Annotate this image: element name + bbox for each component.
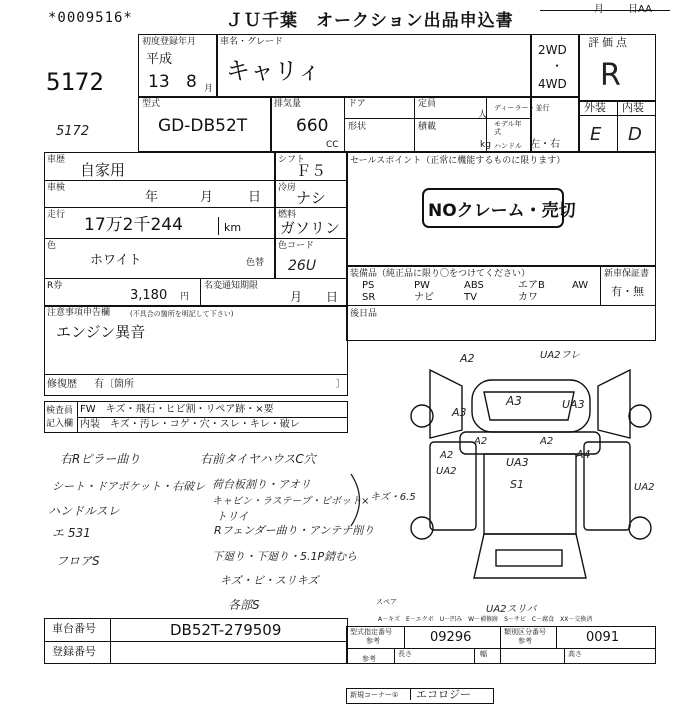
repair-value: 有〔箇所 (94, 379, 134, 390)
dealer-label: ディーラー・並行 (494, 104, 550, 112)
chassis-value: DB52T-279509 (170, 621, 282, 639)
mark-s1-bed: S1 (510, 478, 524, 491)
ac-value: ナシ (296, 189, 326, 207)
drive-sep: ・ (551, 59, 564, 73)
repair-close: 〕 (336, 379, 346, 390)
interior-label: 内装 (622, 101, 644, 114)
equipment-item: カワ (518, 292, 538, 303)
sales-point-label: セールスポイント（正常に機能するものに限ります） (350, 156, 566, 166)
first-reg-label: 初度登録年月 (142, 37, 197, 47)
inspection-month: 月 (200, 190, 214, 205)
type-cert-value: 09296 (430, 630, 472, 645)
hw-note-8: トリイ (216, 510, 249, 523)
hw-note-13: 各部S (228, 598, 260, 612)
equipment-item: PS (362, 280, 375, 291)
dim-length-label: 長さ (398, 650, 412, 658)
chassis-label: 車台番号 (52, 622, 96, 635)
repaint-label: 色替 (246, 258, 265, 268)
model-value: GD-DB52T (158, 116, 248, 136)
inspector-label-2: 記入欄 (46, 419, 74, 429)
interior-value: D (628, 124, 642, 145)
color-value: ホワイト (90, 253, 142, 268)
shift-value: Ｆ５ (296, 162, 327, 180)
class-num-value: 0091 (586, 630, 620, 645)
mark-ua2-right: UA2 (634, 482, 655, 493)
name-change-label: 名変通知期限 (204, 281, 259, 291)
rear-seat-label: 後日品 (350, 309, 378, 319)
hw-note-2: 右前タイヤハウスC穴 (200, 452, 316, 466)
drive-2wd: 2WD (538, 43, 567, 57)
date-month-label: 月 (594, 4, 604, 15)
first-reg-era: 平成 (146, 52, 173, 67)
inspection-label: 車検 (47, 183, 66, 193)
equipment-item: TV (464, 292, 477, 303)
car-name-value: キャリィ (226, 57, 322, 85)
handwritten-ref: 5172 (56, 124, 90, 139)
equipment-item: エアB (518, 280, 545, 291)
load-label: 積載 (418, 122, 437, 132)
color-code-value: 26U (288, 258, 317, 274)
shape-label: 形状 (348, 122, 367, 132)
capacity-label: 定員 (418, 99, 437, 109)
car-name-label: 車名・グレード (220, 37, 284, 47)
mark-a4-right: A4 (576, 448, 591, 461)
inspector-label-1: 検査員 (46, 406, 74, 416)
handle-value: 左・右 (530, 139, 560, 150)
notes-label: 注意事項申告欄 (47, 308, 111, 318)
first-reg-year: 13 (148, 72, 170, 92)
first-reg-month: 8 (186, 72, 197, 92)
hw-note-3: シート・ドアポケット・右破レ (52, 480, 206, 493)
hw-note-5: ハンドルスレ (48, 504, 120, 518)
color-label: 色 (47, 241, 57, 251)
equipment-item: AW (572, 280, 589, 291)
equipment-label: 装備品（純正品に限り〇をつけてください） (350, 269, 531, 279)
mark-a2-top: A2 (460, 352, 475, 365)
equipment-item: ナビ (414, 292, 434, 303)
handle-label: ハンドル (494, 142, 522, 150)
dim-width-label: 幅 (480, 650, 487, 658)
hw-note-9: フロアS (56, 554, 100, 568)
equipment-item: SR (362, 292, 376, 303)
rating-label: 評価点 (588, 36, 630, 49)
displacement-label: 排気量 (274, 99, 302, 109)
mark-ua3-right: UA3 (562, 398, 585, 411)
name-change-month: 月 (290, 290, 303, 304)
ac-label: 冷房 (278, 183, 297, 193)
shift-label: シフト (278, 155, 306, 165)
rating-value: R (600, 58, 621, 93)
exterior-label: 外装 (584, 101, 606, 114)
first-reg-month-unit: 月 (204, 84, 214, 94)
barcode-serial: *0009516* (48, 10, 133, 26)
hw-note-14: キズ・6.5 (370, 492, 416, 503)
equipment-item: PW (414, 280, 430, 291)
footer-value: エコロジー (416, 688, 471, 701)
car-damage-diagram (400, 350, 670, 620)
fuel-label: 燃料 (278, 210, 297, 220)
repair-label: 修復歴 (47, 379, 77, 390)
color-code-label: 色コード (278, 241, 315, 251)
displacement-value: 660 (296, 116, 329, 136)
exterior-value: E (590, 124, 602, 145)
mark-ua2-rear: UA2スリバ (486, 604, 537, 615)
hw-note-7: エ 531 (52, 526, 91, 540)
type-cert-sub: 参考 (366, 637, 380, 645)
fuel-value: ガソリン (280, 219, 341, 237)
registration-label: 登録番号 (52, 645, 96, 658)
mark-a2-mid2: A2 (540, 436, 554, 447)
lot-number: 5172 (46, 68, 104, 96)
recycle-value: 3,180 (130, 288, 168, 303)
footer-label: 新規コーナー① (350, 691, 399, 699)
mark-a2-mid1: A2 (474, 436, 488, 447)
date-day-label: 日AA (628, 4, 652, 15)
mark-a2-left: A2 (440, 450, 454, 461)
mark-a3-roof: A3 (506, 394, 522, 408)
recycle-label: R券 (47, 281, 63, 291)
mark-ua2-left: UA2 (436, 466, 457, 477)
form-title: ＪＵ千葉 オークション出品申込書 (226, 11, 514, 31)
person-unit: 人 (478, 110, 488, 120)
class-num-sub: 参考 (518, 637, 532, 645)
warranty-value: 有・無 (611, 285, 644, 298)
spare-label: スペア (376, 598, 397, 606)
hw-note-6: キャビン・ラステープ・ピボット× (212, 496, 370, 507)
name-change-day: 日 (326, 290, 339, 304)
mileage-label: 走行 (47, 210, 66, 220)
kg-label: kg (480, 140, 491, 150)
mileage-unit: km (224, 221, 242, 234)
history-label: 車歴 (47, 155, 66, 165)
displacement-unit: CC (326, 140, 339, 150)
inspector-row-1: FW キズ・飛石・ヒビ割・リペア跡・×要 (80, 404, 274, 415)
type-cert-label: 型式指定番号 (350, 628, 392, 636)
warranty-label: 新車保証書 (604, 269, 650, 279)
inspector-row-2: 内装 キズ・汚レ・コゲ・穴・スレ・キレ・破レ (80, 419, 300, 430)
model-label: 型式 (142, 99, 161, 109)
dim-ref-label: 参考 (362, 655, 376, 663)
notes-sub: (不具合の箇所を明記して下さい) (130, 310, 234, 318)
model-year-label: モデル年式 (494, 120, 522, 136)
hw-note-11: 下廻り・下廻り・5.1P錆むら (212, 550, 358, 563)
sales-stamp-text: NOクレーム・売切 (428, 201, 576, 221)
hw-note-4: 荷台板割り・アオリ (212, 478, 311, 491)
class-num-label: 類別区分番号 (504, 628, 546, 636)
mark-a3-left: A3 (452, 406, 467, 419)
mileage-value: 17万2千244 (84, 215, 183, 235)
inspection-day: 日 (248, 190, 262, 205)
drive-4wd: 4WD (538, 77, 567, 91)
history-value: 自家用 (80, 161, 126, 179)
door-label: ドア (348, 99, 366, 109)
hw-note-12: キズ・ビ・スリキズ (220, 574, 319, 587)
hw-note-10: Rフェンダー曲り・アンテナ削り (214, 524, 375, 537)
mark-ua2-top: UA2フレ (540, 350, 581, 361)
equipment-item: ABS (464, 280, 484, 291)
notes-value: エンジン異音 (56, 323, 146, 341)
dim-height-label: 高さ (568, 650, 582, 658)
recycle-unit: 円 (180, 292, 190, 302)
hw-note-1: 右Rピラー曲り (60, 452, 141, 466)
inspection-year: 年 (145, 190, 159, 205)
mark-ua3-bed: UA3 (506, 456, 529, 469)
damage-legend: A－キズ E－エクボ U－凹み W－補修跡 S－サビ C－腐食 XX－交換済 (378, 616, 593, 623)
bracket-mark (346, 470, 376, 530)
